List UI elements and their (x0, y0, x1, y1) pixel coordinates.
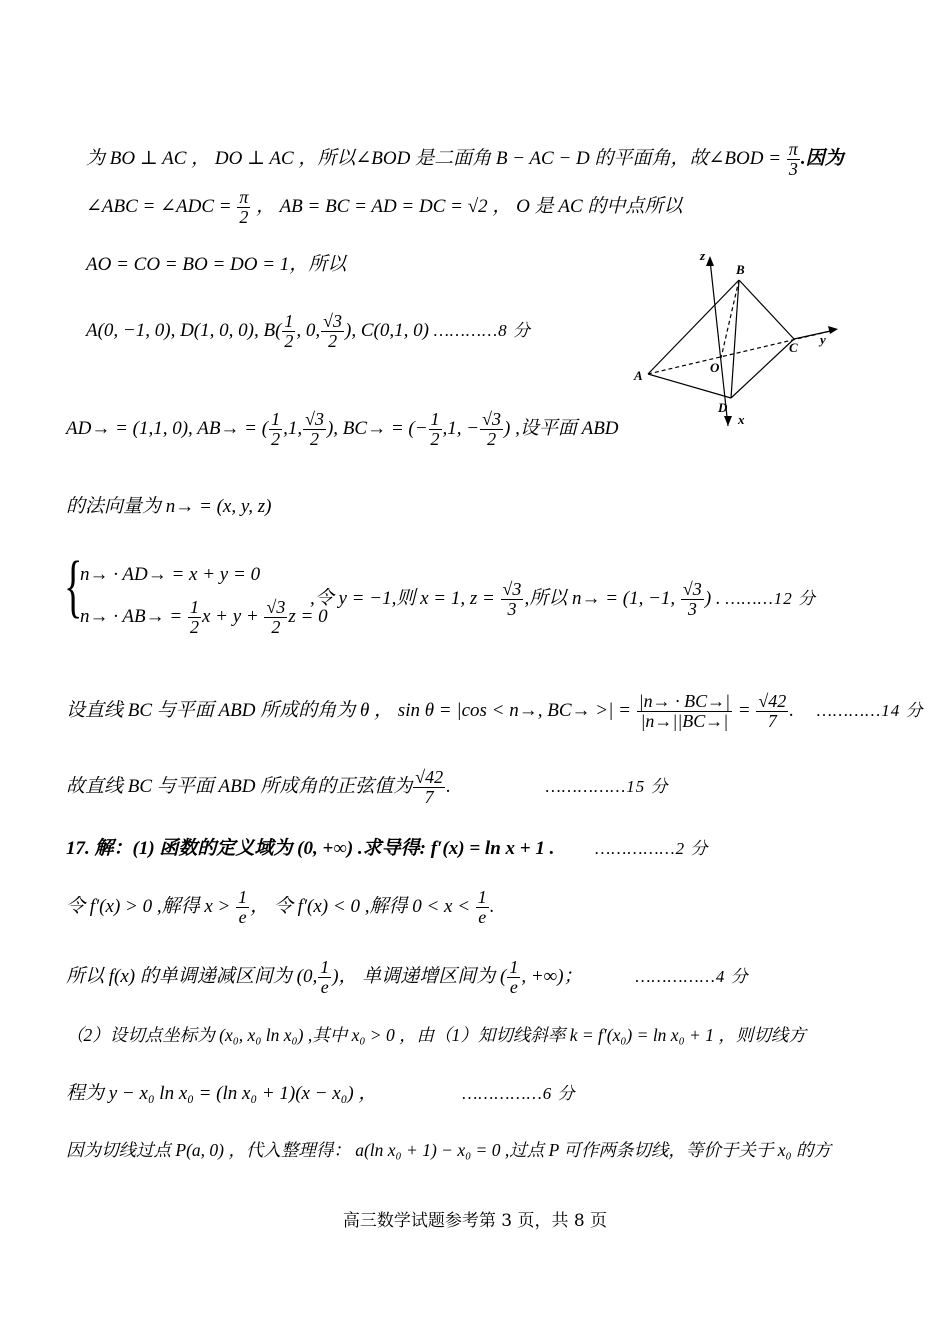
fraction-denominator: 2 (189, 616, 199, 637)
fraction-numerator: 1 (509, 957, 519, 977)
system-eq-1 (80, 564, 260, 587)
label-O: O (710, 360, 720, 375)
label-C: C (789, 340, 798, 355)
line-9-part-b: . (446, 775, 451, 797)
fraction-numerator: √3 (482, 409, 502, 429)
system-eq-2-part-c: z = 0 (288, 605, 328, 627)
fraction-numerator: √42 (758, 691, 787, 711)
fraction (476, 888, 489, 927)
left-brace: { (64, 548, 83, 625)
fraction-denominator: 2 (284, 330, 294, 351)
line-8-part-b: = (737, 699, 751, 721)
fraction (269, 410, 282, 449)
score-8: …………8 分 (433, 320, 531, 340)
line-4-part-c: ), C(0,1, 0) (345, 319, 429, 341)
page-footer: 高三数学试题参考第 3 页，共 8 页 (342, 1211, 608, 1231)
fraction-denominator: 7 (424, 786, 434, 807)
score-14: …………14 分 (816, 700, 924, 720)
fraction-pi-over-3 (787, 140, 800, 179)
fraction-denominator: 3 (507, 598, 517, 619)
line-11-part-a: 令 f′(x) > 0 ,解得 x > (66, 895, 231, 917)
system-eq-1-text: n→ · AD→ = x + y = 0 (80, 564, 261, 585)
fraction-numerator: 1 (477, 887, 487, 907)
line-5-part-d: ,1, − (442, 417, 480, 439)
line-9-part-a: 故直线 BC 与平面 ABD 所成角的正弦值为 (66, 775, 413, 797)
fraction (282, 312, 295, 351)
system-eq-2-part-b: x + y + (201, 605, 259, 627)
edge-DC (731, 339, 794, 398)
z-arrow (706, 256, 714, 266)
line-11-part-c: . (489, 895, 495, 917)
score-12: ………12 分 (725, 588, 816, 608)
score-2: ……………2 分 (595, 839, 709, 858)
fraction (681, 580, 704, 619)
fraction-denominator: e (238, 906, 247, 927)
line-13-text: （2）设切点坐标为 (x₀, x₀ ln x₀) ,其中 x₀ > 0 ，由（1）知切线斜率 k = f′(x₀) = ln x₀ + 1 ，则切线方 (66, 1025, 806, 1045)
label-B: B (736, 262, 745, 277)
line-12-part-a: 所以 f(x) 的单调递减区间为 (0, (66, 965, 318, 987)
system-eq-2 (80, 598, 328, 637)
line-8-part-a: 设直线 BC 与平面 ABD 所成的角为 θ ， sin θ = |cos < n→, BC→ >| = (66, 699, 631, 721)
text-line-15 (66, 1140, 831, 1161)
score-4: ……………4 分 (635, 966, 749, 986)
line-1-end: .因为 (800, 147, 844, 169)
text-line-9 (66, 768, 668, 807)
edge-BD (731, 280, 739, 398)
line-11-part-b: ， 令 f′(x) < 0 ,解得 0 < x < (250, 895, 471, 917)
system-result-part-2: ,所以 n→ = (1, −1, (524, 587, 676, 609)
fraction-numerator: |n→ · BC→| (638, 691, 731, 711)
line-5-part-e: ) ,设平面 ABD (504, 417, 619, 439)
line-3-text: AO = CO = BO = DO = 1，所以 (86, 254, 347, 275)
label-A: A (634, 368, 643, 383)
fraction-numerator: 1 (430, 409, 440, 429)
fraction (429, 410, 442, 449)
fraction-numerator: √3 (323, 311, 343, 331)
fraction (236, 888, 249, 927)
edge-BA (648, 280, 739, 374)
text-line-4 (86, 312, 531, 351)
fraction (318, 958, 331, 997)
fraction-denominator: e (478, 906, 487, 927)
fraction-denominator: e (320, 976, 329, 997)
text-line-12 (66, 958, 749, 997)
text-line-11 (66, 888, 495, 927)
edge-BC (739, 280, 794, 339)
text-line-1 (86, 140, 844, 179)
label-D: D (718, 400, 728, 415)
fraction-pi-over-2 (237, 188, 250, 227)
edge-AD (648, 374, 731, 398)
line-4-part-a: A(0, −1, 0), D(1, 0, 0), B( (86, 319, 282, 341)
y-arrow (828, 326, 838, 334)
fraction-denominator: 2 (430, 428, 440, 449)
score-15: ……………15 分 (545, 776, 669, 796)
line-1-text: 为 BO ⊥ AC ， DO ⊥ AC ，所以∠BOD 是二面角 B − AC − D 的平面角，故∠BOD = (86, 147, 782, 169)
fraction (264, 598, 287, 637)
label-x: x (738, 412, 745, 427)
line-5-part-b: ,1, (283, 417, 303, 439)
fraction-numerator: 1 (284, 311, 294, 331)
fraction-denominator: 2 (239, 206, 249, 227)
fraction-numerator: √3 (682, 579, 702, 599)
text-line-14 (66, 1083, 576, 1106)
fraction (188, 598, 201, 637)
fraction (480, 410, 503, 449)
fraction (321, 312, 344, 351)
text-line-2 (86, 188, 682, 227)
fraction-denominator: e (509, 976, 518, 997)
fraction-denominator: |n→||BC→| (640, 710, 729, 731)
fraction-denominator: 3 (687, 598, 697, 619)
fraction-numerator: π (788, 139, 798, 159)
system-result (310, 580, 816, 619)
label-y: y (820, 332, 826, 347)
fraction (303, 410, 326, 449)
text-line-8 (66, 692, 923, 731)
fraction-denominator: 2 (328, 330, 338, 351)
text-line-5 (66, 410, 619, 449)
fraction-denominator: 2 (310, 428, 320, 449)
fraction-numerator: 1 (271, 409, 281, 429)
fraction (501, 580, 524, 619)
line-2-part-b: ， AB = BC = AD = DC = √2 ， O 是 AC 的中点所以 (256, 195, 683, 217)
x-arrow (724, 416, 732, 426)
system-eq-2-part-a: n→ · AB→ = (80, 605, 183, 627)
fraction-numerator: √3 (305, 409, 324, 429)
fraction-numerator: π (239, 187, 249, 207)
fraction-denominator: 2 (271, 428, 281, 449)
line-12-part-c: , +∞)； (521, 965, 583, 987)
line-5-part-a: AD→ = (1,1, 0), AB→ = ( (66, 417, 269, 439)
fraction-denominator: 7 (767, 710, 777, 731)
fraction (637, 692, 732, 731)
fraction-numerator: √3 (266, 597, 286, 617)
fraction-denominator: 2 (487, 428, 497, 449)
fraction (756, 692, 788, 731)
fraction (507, 958, 520, 997)
line-8-part-c: . (789, 699, 795, 721)
text-line-6 (66, 496, 271, 519)
pyramid-figure (628, 248, 850, 428)
fraction-numerator: √3 (502, 579, 522, 599)
text-line-3 (86, 254, 346, 277)
line-2-part-a: ∠ABC = ∠ADC = (86, 195, 232, 217)
fraction-denominator: 2 (271, 616, 281, 637)
system-result-part-1: ,令 y = −1,则 x = 1, z = (310, 587, 495, 609)
line-15-text: 因为切线过点 P(a, 0) ，代入整理得： a(ln x₀ + 1) − x₀ = 0 ,过点 P 可作两条切线，等价于关于 x₀ 的方 (66, 1140, 831, 1160)
fraction (413, 768, 445, 807)
fraction-numerator: 1 (238, 887, 248, 907)
text-line-13 (66, 1025, 806, 1046)
y-axis (794, 330, 835, 339)
line-12-part-b: )， 单调递增区间为 ( (332, 965, 507, 987)
line-5-part-c: ), BC→ = (− (326, 417, 428, 439)
fraction-numerator: √42 (415, 767, 444, 787)
question-17-line (66, 838, 708, 861)
line-4-part-b: , 0, (296, 319, 321, 341)
question-17-text: 17. 解：(1) 函数的定义域为 (0, +∞) .求导得: f′(x) = ln x + 1 . (66, 838, 555, 859)
fraction-numerator: 1 (189, 597, 199, 617)
system-result-part-3: ) . (704, 587, 721, 609)
fraction-denominator: 3 (788, 158, 798, 179)
fraction-numerator: 1 (320, 957, 330, 977)
line-6-text: 的法向量为 n→ = (x, y, z) (66, 496, 272, 517)
label-z: z (700, 248, 706, 263)
score-6: ……………6 分 (462, 1084, 576, 1103)
line-14-text: 程为 y − x₀ ln x₀ = (ln x₀ + 1)(x − x₀) ， (66, 1083, 378, 1104)
